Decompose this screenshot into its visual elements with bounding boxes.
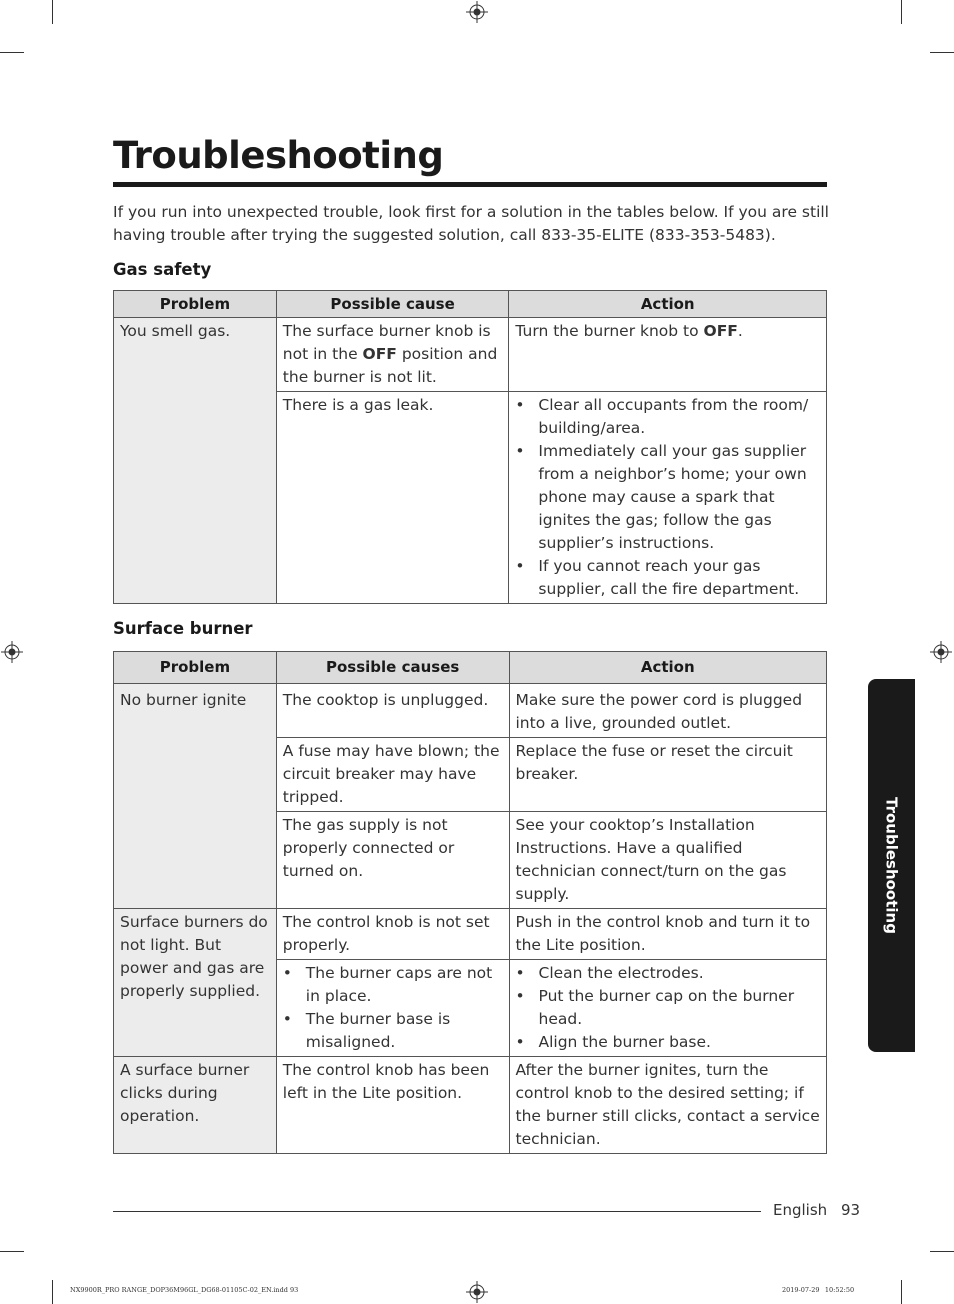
registration-mark-icon xyxy=(466,1,488,23)
cause-cell: The cooktop is unplugged. xyxy=(276,684,509,738)
column-header-problem: Problem xyxy=(114,291,277,318)
list-item: • The burner base is misaligned. xyxy=(306,1008,503,1054)
list-item: • Clear all occupants from the room/ building/area. xyxy=(538,394,820,440)
print-file-info: NX9900R_PRO RANGE_DOP36M96GL_DG68-01105C-02_EN.indd 93 xyxy=(70,1286,299,1294)
action-list xyxy=(516,962,821,1054)
page-number: 93 xyxy=(841,1201,861,1219)
crop-mark xyxy=(901,0,902,24)
footer-language: English xyxy=(773,1201,828,1219)
cause-list xyxy=(283,962,503,1054)
crop-mark xyxy=(901,1280,902,1304)
registration-mark-icon xyxy=(466,1281,488,1303)
table-header-row xyxy=(114,291,827,318)
registration-mark-icon xyxy=(930,641,952,663)
cause-cell: There is a gas leak. xyxy=(276,392,509,604)
action-cell: Replace the fuse or reset the circuit breaker. xyxy=(509,738,827,812)
crop-mark xyxy=(0,52,24,53)
gas-safety-heading: Gas safety xyxy=(113,260,212,279)
crop-mark xyxy=(52,0,53,24)
surface-burner-table xyxy=(113,651,827,1154)
cause-cell: The gas supply is not properly connected or turned on. xyxy=(276,812,509,909)
cause-cell: A fuse may have blown; the circuit breaker may have tripped. xyxy=(276,738,509,812)
page-title: Troubleshooting xyxy=(113,132,827,187)
crop-mark xyxy=(0,1251,24,1252)
problem-cell: No burner ignite xyxy=(114,684,277,909)
list-item: • If you cannot reach your gas supplier, call the fire department. xyxy=(538,555,820,601)
registration-mark-icon xyxy=(1,641,23,663)
table-row xyxy=(114,684,827,738)
crop-mark xyxy=(930,52,954,53)
action-cell: After the burner ignites, turn the control knob to the desired setting; if the burner still clicks, contact a service technician. xyxy=(509,1057,827,1154)
column-header-action: Action xyxy=(509,291,827,318)
footer-rule xyxy=(113,1211,761,1212)
table-row xyxy=(114,1057,827,1154)
table-row xyxy=(114,909,827,960)
action-cell: Make sure the power cord is plugged into a live, grounded outlet. xyxy=(509,684,827,738)
list-item: • Immediately call your gas supplier from a neighbor’s home; your own phone may cause a spark that ignites the gas; follow the gas supplier’s instructions. xyxy=(538,440,820,555)
cause-cell: The control knob is not set properly. xyxy=(276,909,509,960)
column-header-cause: Possible causes xyxy=(276,652,509,684)
list-item: • Clean the electrodes. xyxy=(539,962,821,985)
problem-cell: A surface burner clicks during operation. xyxy=(114,1057,277,1154)
crop-mark xyxy=(930,1251,954,1252)
action-cell: Turn the burner knob to OFF. xyxy=(509,318,827,392)
list-item: • The burner caps are not in place. xyxy=(306,962,503,1008)
gas-safety-table xyxy=(113,290,827,604)
problem-cell: You smell gas. xyxy=(114,318,277,604)
crop-mark xyxy=(52,1280,53,1304)
action-cell xyxy=(509,960,827,1057)
table-row xyxy=(114,318,827,392)
column-header-action: Action xyxy=(509,652,827,684)
action-cell: See your cooktop’s Installation Instructions. Have a qualified technician connect/turn on the gas supply. xyxy=(509,812,827,909)
print-date-info: 2019-07-29 10:52:50 xyxy=(782,1286,855,1294)
cause-cell: The surface burner knob is not in the OFF position and the burner is not lit. xyxy=(276,318,509,392)
action-cell: Push in the control knob and turn it to the Lite position. xyxy=(509,909,827,960)
chapter-tab-label: Troubleshooting xyxy=(882,797,901,934)
intro-paragraph: If you run into unexpected trouble, look first for a solution in the tables below. If you are still having trouble after trying the suggested solution, call 833-35-ELITE (833-353-5483). xyxy=(113,203,829,244)
column-header-problem: Problem xyxy=(114,652,277,684)
list-item: • Align the burner base. xyxy=(539,1031,821,1054)
action-cell xyxy=(509,392,827,604)
table-header-row xyxy=(114,652,827,684)
problem-cell: Surface burners do not light. But power and gas are properly supplied. xyxy=(114,909,277,1057)
list-item: • Put the burner cap on the burner head. xyxy=(539,985,821,1031)
surface-burner-heading: Surface burner xyxy=(113,619,253,638)
column-header-cause: Possible cause xyxy=(276,291,509,318)
cause-cell xyxy=(276,960,509,1057)
cause-cell: The control knob has been left in the Lite position. xyxy=(276,1057,509,1154)
action-list xyxy=(515,394,820,601)
